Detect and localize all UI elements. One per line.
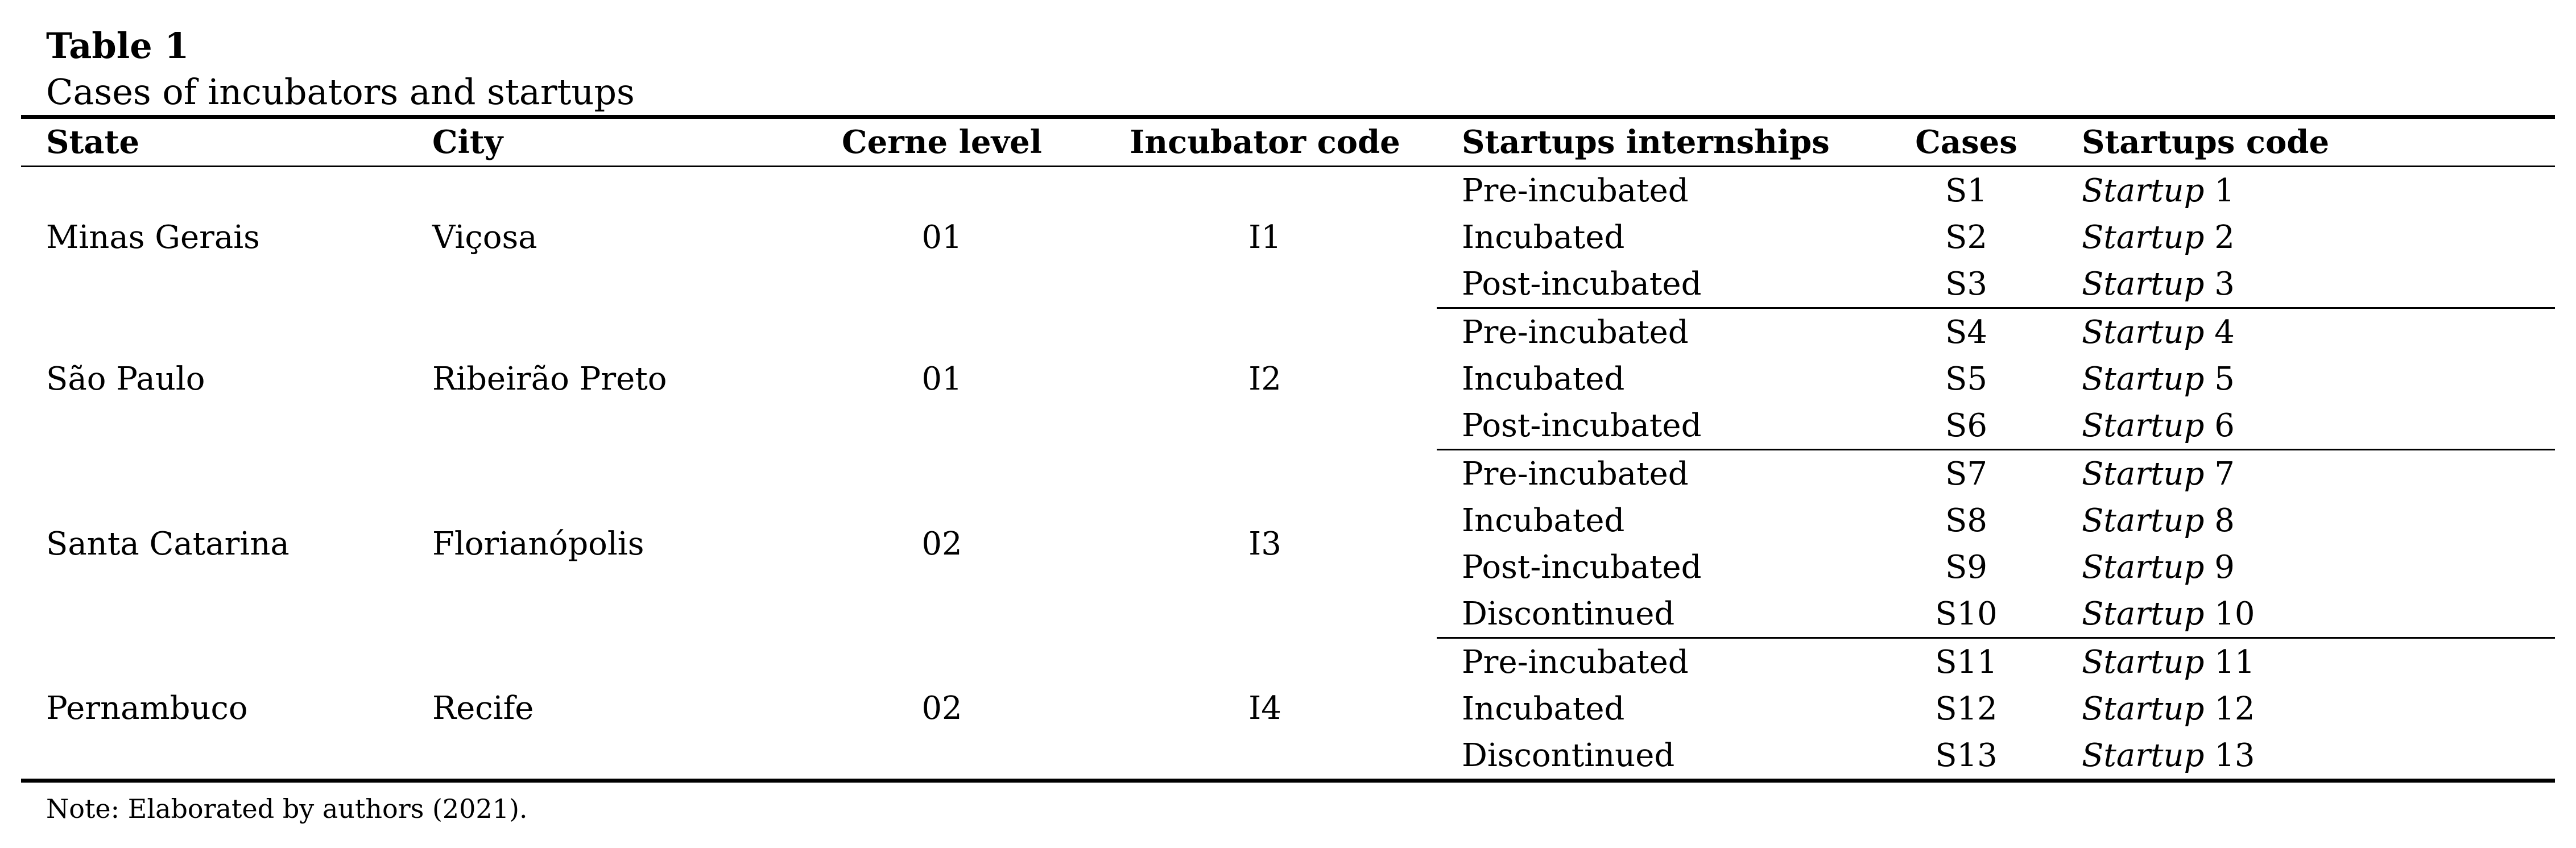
cell-case: S5 [1945,360,1987,398]
cell-internship: Post-incubated [1437,260,1876,308]
cell-case: S11 [1935,643,1998,681]
cell-case: S7 [1945,455,1987,493]
cell-internship: Discontinued [1437,590,1876,638]
startup-word: Startup [2082,265,2205,303]
startup-word: Startup [2082,595,2205,632]
cell-internship: Post-incubated [1437,402,1876,450]
cell-state: São Paulo [46,360,205,398]
cell-incubator-code: I4 [1248,689,1281,727]
cell-startup-code [2057,450,2555,498]
cell-startup-code [2057,638,2555,686]
cell-case: S13 [1935,737,1998,774]
cell-startup-code [2057,214,2555,260]
cell-case: S12 [1935,690,1998,727]
cell-internship: Incubated [1462,360,1625,398]
cell-incubator-code: I1 [1248,219,1281,257]
startup-number: 13 [2214,737,2255,774]
header-cases: Cases [1876,117,2057,167]
cell-internship: Pre-incubated [1462,643,1689,681]
cell-cerne-level: 02 [921,689,962,727]
cell-internship: Pre-incubated [1462,455,1689,493]
startup-word: Startup [2082,313,2205,351]
cell-internship: Incubated [1462,218,1625,256]
startup-word: Startup [2082,548,2205,586]
cell-case: S4 [1945,313,1987,351]
table-header-row [21,117,2555,167]
table-note: Note: Elaborated by authors (2021). [46,793,528,824]
cell-startup-code [2057,402,2555,450]
cell-internship: Incubated [1462,502,1625,539]
cell-startup-code [2057,167,2555,214]
cell-startup-code [2057,260,2555,308]
startup-number: 12 [2214,690,2255,727]
table-document [21,23,2555,832]
cell-internship: Post-incubated [1462,548,1702,586]
cell-startup-code [2057,590,2555,638]
table-row [21,167,2555,214]
cell-internship: Discontinued [1462,737,1675,774]
startup-word: Startup [2082,218,2205,256]
startup-word: Startup [2082,455,2205,493]
table-row [21,450,2555,498]
cell-case: S1 [1945,172,1987,209]
cell-startup-code [2057,497,2555,544]
header-city: City [407,117,791,167]
incubators-table [21,115,2555,783]
header-incubator-code: Incubator code [1093,117,1437,167]
cell-case: S9 [1945,548,1987,586]
cell-internship: Pre-incubated [1462,172,1689,209]
startup-word: Startup [2082,172,2205,209]
startup-number: 7 [2214,455,2235,493]
cell-startup-code [2057,732,2555,781]
header-state: State [21,117,407,167]
cell-startup-code [2057,685,2555,732]
startup-word: Startup [2082,643,2205,681]
cell-state: Minas Gerais [46,219,260,257]
startup-word: Startup [2082,407,2205,444]
startup-number: 5 [2214,360,2235,398]
header-startups-internships: Startups internships [1437,117,1876,167]
cell-cerne-level: 01 [921,360,962,398]
cell-startup-code [2057,308,2555,356]
startup-number: 2 [2214,218,2235,256]
cell-startup-code [2057,544,2555,590]
cell-internship: Incubated [1462,690,1625,727]
startup-word: Startup [2082,737,2205,774]
cell-city: Ribeirão Preto [432,360,667,398]
startup-word: Startup [2082,502,2205,539]
table-row [21,638,2555,686]
cell-incubator-code: I3 [1248,525,1281,562]
cell-cerne-level: 01 [921,219,962,257]
cell-startup-code [2057,355,2555,402]
cell-state: Santa Catarina [46,525,290,562]
cell-case: S6 [1876,402,2057,450]
startup-number: 11 [2214,643,2255,681]
header-cerne-level: Cerne level [791,117,1093,167]
cell-city: Florianópolis [432,525,644,562]
table-caption: Cases of incubators and startups [46,71,635,113]
table-label: Table 1 [46,25,189,67]
startup-number: 3 [2214,265,2235,303]
startup-number: 1 [2214,172,2235,209]
startup-number: 6 [2214,407,2235,444]
cell-internship: Pre-incubated [1462,313,1689,351]
cell-case: S8 [1945,502,1987,539]
cell-cerne-level: 02 [921,525,962,562]
startup-number: 8 [2214,502,2235,539]
startup-number: 10 [2214,595,2255,632]
cell-state: Pernambuco [46,689,248,727]
cell-case: S2 [1945,218,1987,256]
startup-number: 9 [2214,548,2235,586]
header-startups-code: Startups code [2057,117,2555,167]
cell-incubator-code: I2 [1248,360,1281,398]
cell-city: Recife [432,689,534,727]
cell-case: S10 [1876,590,2057,638]
table-row [21,308,2555,356]
startup-word: Startup [2082,360,2205,398]
startup-number: 4 [2214,313,2235,351]
startup-word: Startup [2082,690,2205,727]
table-body [21,167,2555,781]
cell-case: S3 [1876,260,2057,308]
cell-city: Viçosa [432,219,537,257]
